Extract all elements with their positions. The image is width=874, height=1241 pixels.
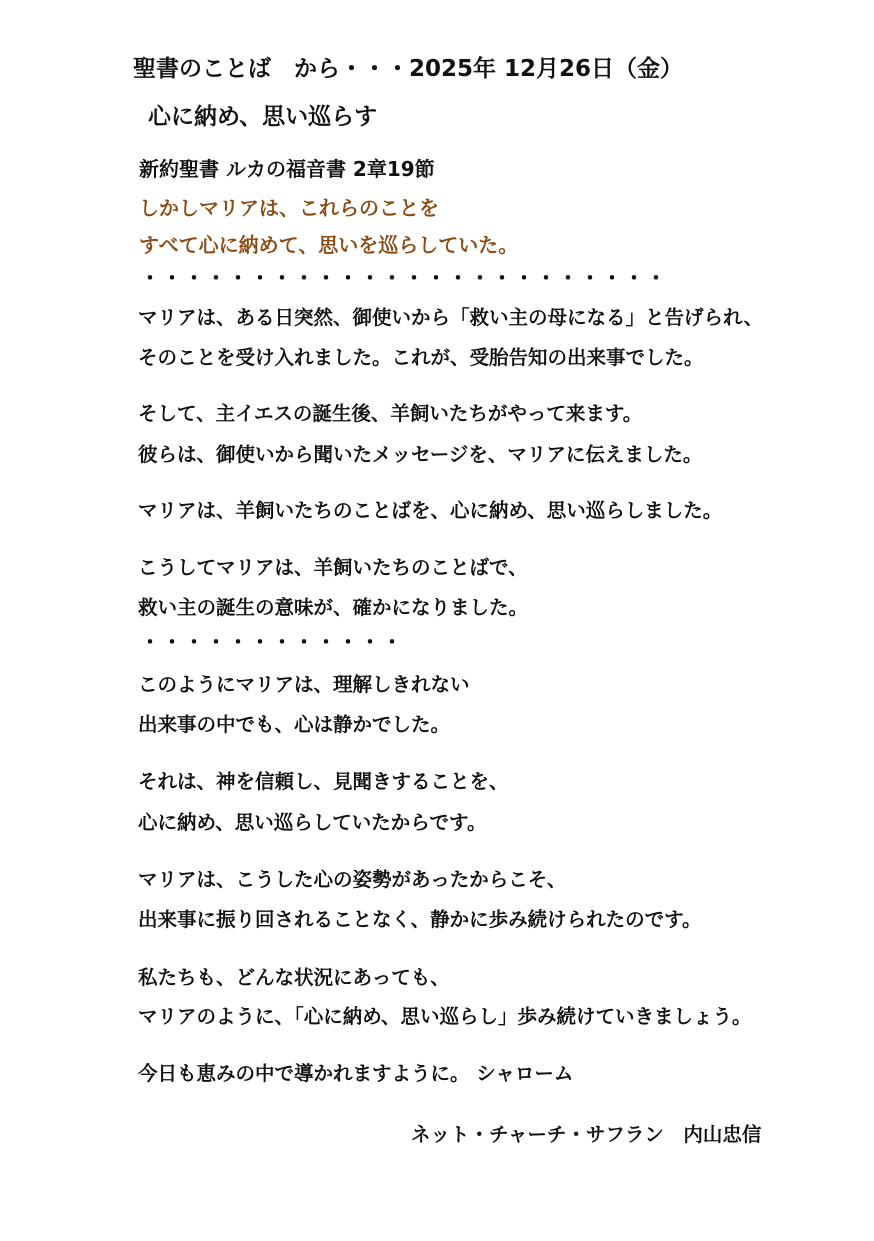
message-line: 出来事の中でも、心は静かでした。 — [138, 713, 451, 736]
message-line: 今日も恵みの中で導かれますように。 シャローム — [138, 1062, 574, 1085]
dotted-separator: ・・・・・・・・・・・・ — [140, 630, 404, 654]
message-line: そして、主イエスの誕生後、羊飼いたちがやって来ます。 — [138, 402, 643, 425]
page-title: 聖書のことば から・・・2025年 12月26日（金） — [133, 56, 684, 82]
message-line: こうしてマリアは、羊飼いたちのことばで、 — [138, 556, 528, 579]
message-line: 私たちも、どんな状況にあっても、 — [138, 966, 450, 989]
scripture-verse-line: すべて心に納めて、思いを巡らしていた。 — [139, 233, 519, 257]
message-line: このようにマリアは、理解しきれない — [138, 673, 470, 696]
message-line: それは、神を信頼し、見聞きすることを、 — [138, 770, 509, 793]
message-line: マリアは、羊飼いたちのことばを、心に納め、思い巡らしました。 — [138, 499, 723, 522]
scripture-reference: 新約聖書 ルカの福音書 2章19節 — [139, 157, 435, 181]
message-line: 彼らは、御使いから聞いたメッセージを、マリアに伝えました。 — [138, 443, 703, 466]
page-subtitle: 心に納め、思い巡らす — [148, 104, 378, 130]
message-line: そのことを受け入れました。これが、受胎告知の出来事でした。 — [138, 346, 704, 369]
message-line: マリアは、ある日突然、御使いから「救い主の母になる」と告げられ、 — [138, 306, 764, 329]
message-line: 救い主の誕生の意味が、確かになりました。 — [138, 596, 529, 619]
scripture-verse-line: しかしマリアは、これらのことを — [139, 196, 439, 220]
dotted-separator: ・・・・・・・・・・・・・・・・・・・・・・・・ — [140, 266, 668, 290]
message-line: マリアは、こうした心の姿勢があったからこそ、 — [138, 868, 567, 891]
message-line: マリアのように、「心に納め、思い巡らし」歩み続けていきましょう。 — [138, 1005, 752, 1028]
signature: ネット・チャーチ・サフラン 内山忠信 — [411, 1123, 762, 1146]
message-line: 心に納め、思い巡らしていたからです。 — [138, 811, 487, 834]
message-line: 出来事に振り回されることなく、静かに歩み続けられたのです。 — [138, 908, 702, 931]
